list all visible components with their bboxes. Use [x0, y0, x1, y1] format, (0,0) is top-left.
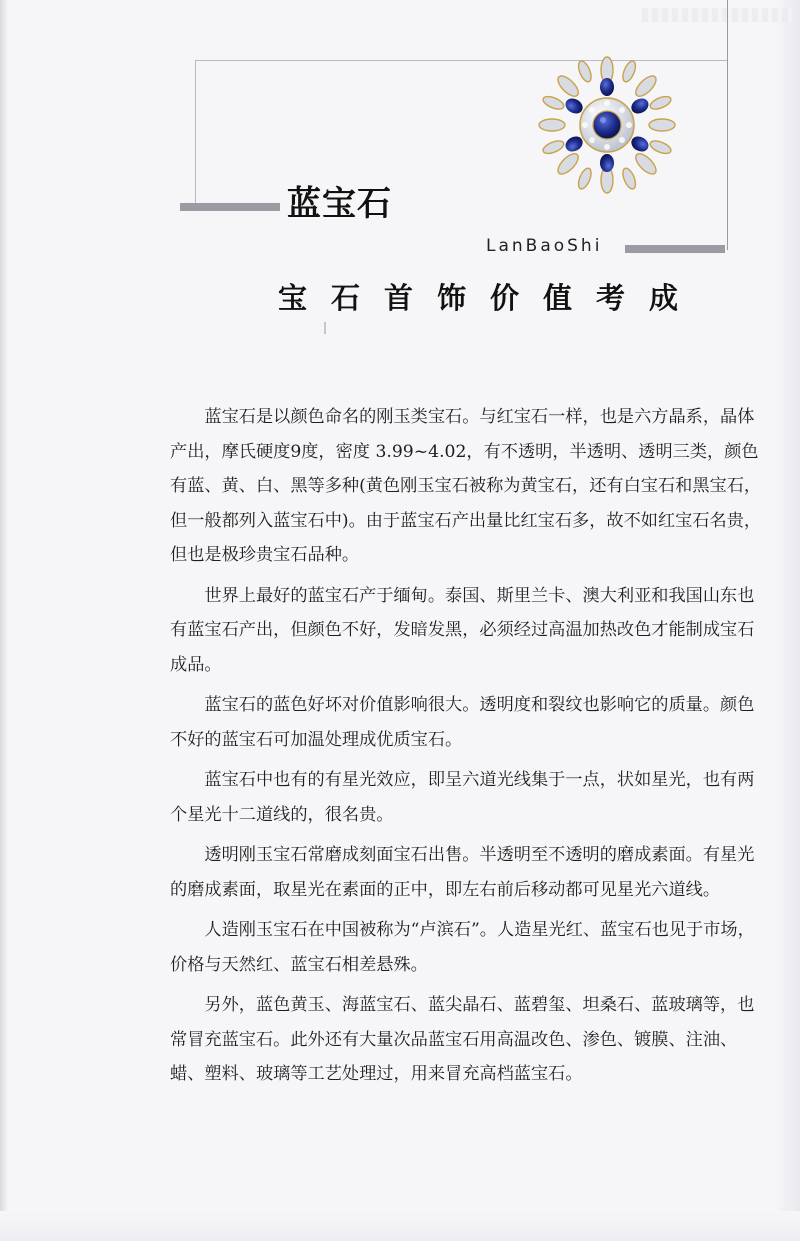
title-accent-bar-left [180, 203, 280, 211]
page-title-pinyin: LanBaoShi [486, 236, 603, 256]
frame-line-left [195, 60, 196, 210]
frame-line-right [727, 0, 728, 250]
page-gutter-shadow [0, 0, 8, 1241]
page-bottom-edge [0, 1211, 800, 1241]
page-subtitle: 宝石首饰价值考成 [278, 281, 703, 315]
paragraph: 透明刚玉宝石常磨成刻面宝石出售。半透明至不透明的磨成素面。有星光的磨成素面，取星光在素面的正中，即左右前后移动都可见星光六道线。 [170, 845, 755, 900]
page-right-edge [776, 0, 800, 1241]
scan-mark [324, 322, 326, 334]
paragraph: 世界上最好的蓝宝石产于缅甸。泰国、斯里兰卡、澳大利亚和我国山东也有蓝宝石产出，但颜色不好，发暗发黑，必须经过高温加热改色才能制成宝石成品。 [170, 585, 755, 675]
article-body [170, 400, 768, 1098]
sapphire-brooch-icon [532, 50, 682, 200]
corner-print-mark [642, 8, 792, 22]
page-title: 蓝宝石 [287, 184, 392, 224]
paragraph: 蓝宝石的蓝色好坏对价值影响很大。透明度和裂纹也影响它的质量。颜色不好的蓝宝石可加温处理成优质宝石。 [170, 695, 755, 750]
paragraph: 蓝宝石中也有的有星光效应，即呈六道光线集于一点，状如星光，也有两个星光十二道线的，很名贵。 [170, 770, 755, 825]
paragraph: 人造刚玉宝石在中国被称为“卢滨石”。人造星光红、蓝宝石也见于市场，价格与天然红、蓝宝石相差悬殊。 [170, 920, 755, 975]
paragraph: 蓝宝石是以颜色命名的刚玉类宝石。与红宝石一样，也是六方晶系，晶体产出，摩氏硬度9度，密度 3.99~4.02，有不透明，半透明、透明三类，颜色有蓝、黄、白、黑等多种(黄色刚玉宝石被称为黄宝石，还有白宝石和黑宝石，但一般都列入蓝宝石中)。由于蓝宝石产出量比红宝石多，故不如红宝石名贵，但也是极珍贵宝石品种。 [170, 407, 762, 565]
title-accent-bar-right [625, 245, 725, 253]
paragraph: 另外，蓝色黄玉、海蓝宝石、蓝尖晶石、蓝碧玺、坦桑石、蓝玻璃等，也常冒充蓝宝石。此外还有大量次品蓝宝石用高温改色、渗色、镀膜、注油、蜡、塑料、玻璃等工艺处理过，用来冒充高档蓝宝石。 [170, 995, 755, 1084]
